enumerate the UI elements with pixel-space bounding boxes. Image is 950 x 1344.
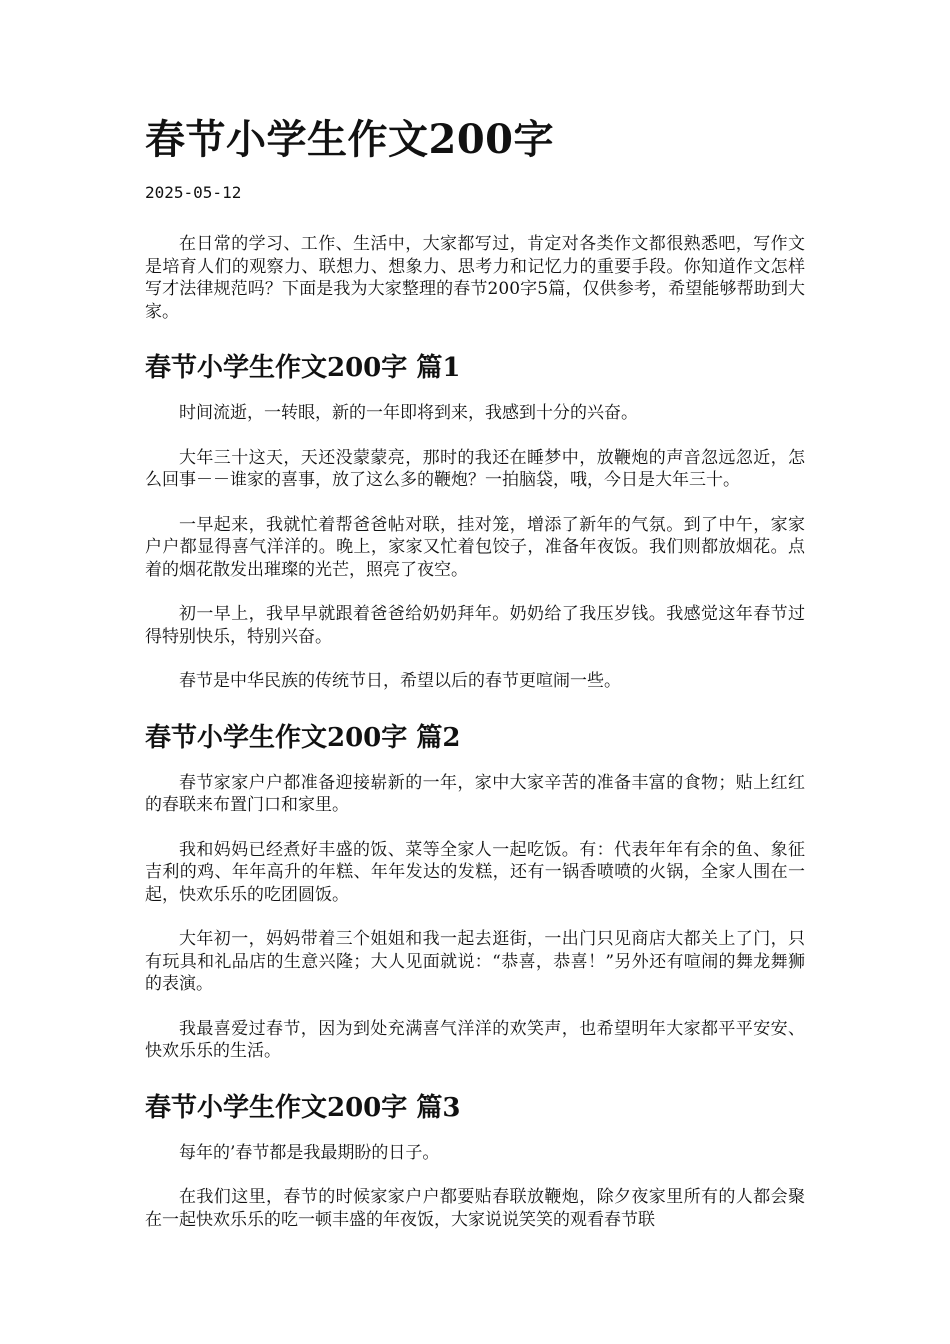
- section-heading: 春节小学生作文200字 篇2: [145, 722, 461, 753]
- body-paragraph: 春节是中华民族的传统节日，希望以后的春节更喧闹一些。: [179, 671, 621, 691]
- document-title: 春节小学生作文200字: [145, 116, 554, 163]
- document-page: [145, 108, 805, 1231]
- document-date: 2025-05-12: [145, 183, 242, 202]
- intro-paragraph: 在日常的学习、工作、生活中，大家都写过，肯定对各类作文都很熟悉吧，写作文是培育人们的观察力、联想力、想象力、思考力和记忆力的重要手段。你知道作文怎样写才法律规范吗？下面是我为大家整理的春节200字5篇，仅供参考，希望能够帮助到大家。: [145, 234, 805, 322]
- body-paragraph: 大年初一，妈妈带着三个姐姐和我一起去逛街，一出门只见商店大都关上了门，只有玩具和礼品店的生意兴隆；大人见面就说：“恭喜，恭喜！”另外还有喧闹的舞龙舞狮的表演。: [145, 929, 805, 994]
- section-heading: 春节小学生作文200字 篇1: [145, 353, 461, 383]
- body-paragraph: 一早起来，我就忙着帮爸爸帖对联，挂对笼，增添了新年的气氛。到了中午，家家户户都显得喜气洋洋的。晚上，家家又忙着包饺子，准备年夜饭。我们则都放烟花。点着的烟花散发出璀璨的光芒，照亮了夜空。: [145, 514, 805, 580]
- essay-section-3: [145, 1089, 805, 1232]
- section-body: [145, 402, 805, 693]
- essay-section-1: [145, 349, 805, 693]
- body-paragraph: 时间流逝，一转眼，新的一年即将到来，我感到十分的兴奋。: [179, 403, 638, 423]
- body-paragraph: 大年三十这天，天还没蒙蒙亮，那时的我还在睡梦中，放鞭炮的声音忽远忽近，怎么回事－－谁家的喜事，放了这么多的鞭炮？一拍脑袋，哦，今日是大年三十。: [145, 447, 805, 490]
- body-paragraph: 每年的’春节都是我最期盼的日子。: [179, 1142, 440, 1163]
- section-body: [145, 772, 805, 1063]
- body-paragraph: 我最喜爱过春节，因为到处充满喜气洋洋的欢笑声，也希望明年大家都平平安安、快欢乐乐的生活。: [145, 1018, 805, 1061]
- body-paragraph: 在我们这里，春节的时候家家户户都要贴春联放鞭炮，除夕夜家里所有的人都会聚在一起快欢乐乐的吃一顿丰盛的年夜饭，大家说说笑笑的观看春节联: [145, 1187, 805, 1230]
- section-body: [145, 1142, 805, 1232]
- body-paragraph: 我和妈妈已经煮好丰盛的饭、菜等全家人一起吃饭。有：代表年年有余的鱼、象征吉利的鸡、年年高升的年糕、年年发达的发糕，还有一锅香喷喷的火锅，全家人围在一起，快欢乐乐的吃团圆饭。: [145, 839, 805, 905]
- section-heading: 春节小学生作文200字 篇3: [145, 1092, 461, 1123]
- essay-section-2: [145, 719, 805, 1063]
- body-paragraph: 初一早上，我早早就跟着爸爸给奶奶拜年。奶奶给了我压岁钱。我感觉这年春节过得特别快乐，特别兴奋。: [145, 604, 805, 647]
- body-paragraph: 春节家家户户都准备迎接崭新的一年，家中大家辛苦的准备丰富的食物；贴上红红的春联来布置门口和家里。: [145, 772, 805, 815]
